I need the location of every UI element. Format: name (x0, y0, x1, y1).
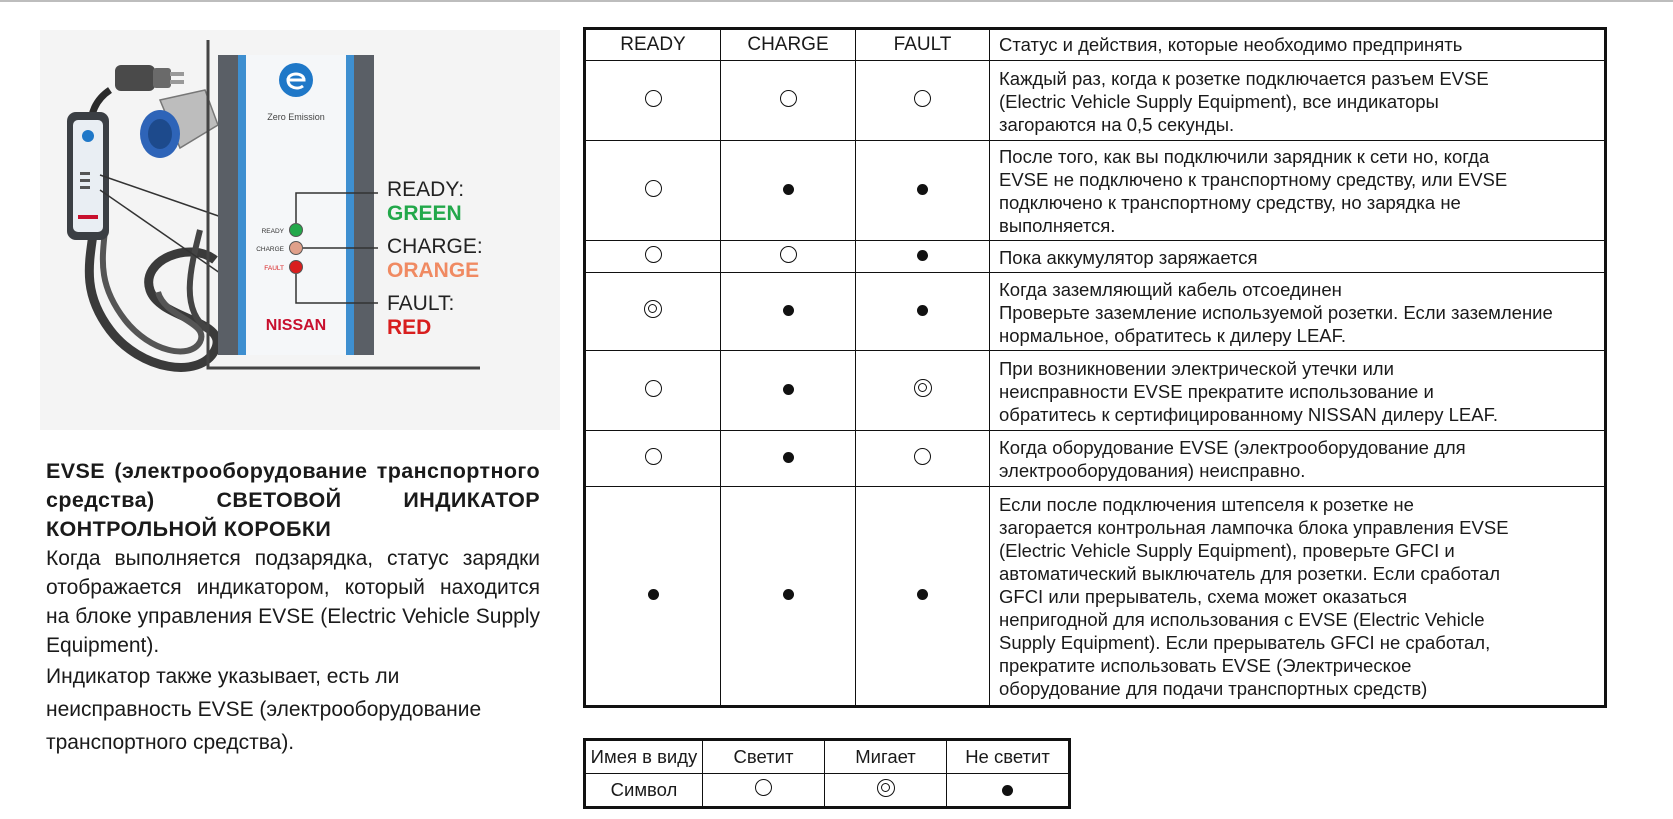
header-ready: READY (585, 29, 721, 61)
status-description: Пока аккумулятор заряжается (990, 241, 1606, 273)
status-description: Когда оборудование EVSE (электрооборудование для электрооборудования) неисправно. (990, 431, 1606, 487)
table-row (585, 431, 1606, 487)
ready-led-icon (290, 224, 303, 237)
status-description: Каждый раз, когда к розетке подключается разъем EVSE (Electric Vehicle Supply Equipment), все индикаторы загораются на 0,5 секунды. (990, 61, 1606, 141)
table-row (585, 61, 1606, 141)
fault-cell (856, 141, 990, 241)
charge-cell (721, 61, 856, 141)
description-block (46, 457, 540, 759)
logo-text: Zero Emission (267, 112, 325, 122)
charge-led-icon (290, 242, 303, 255)
description-extra: Индикатор также указывает, есть ли неисправность EVSE (электрооборудование транспортного средства). (46, 665, 482, 754)
legend-symbol-label: Символ (585, 774, 703, 808)
legend-on-symbol (703, 774, 825, 808)
table-row (585, 273, 1606, 351)
lit-circle-icon (645, 90, 662, 107)
led-label-fault: FAULT (264, 265, 284, 272)
lit-circle-icon (755, 779, 772, 796)
legend-meaning-label: Имея в виду (585, 740, 703, 774)
ready-cell (585, 141, 721, 241)
ready-cell (585, 273, 721, 351)
led-label-ready: READY (261, 228, 284, 235)
lit-circle-icon (914, 448, 931, 465)
legend-off-label: Не светит (947, 740, 1070, 774)
table-row (585, 351, 1606, 431)
legend-off-symbol (947, 774, 1070, 808)
status-description: При возникновении электрической утечки или неисправности EVSE прекратите использование и обратитесь к сертифицированному NISSAN дилеру LEAF. (990, 351, 1606, 431)
status-description: Когда заземляющий кабель отсоединен Проверьте заземление используемой розетки. Если заземление нормальное, обратитесь к дилеру LEAF. (990, 273, 1606, 351)
callout-ready-color: GREEN (387, 202, 462, 225)
charge-cell (721, 241, 856, 273)
header-status: Статус и действия, которые необходимо предпринять (990, 29, 1606, 61)
unlit-dot-icon (783, 384, 794, 395)
symbol-legend-table (583, 738, 1071, 809)
fault-cell (856, 487, 990, 707)
fault-cell (856, 351, 990, 431)
evse-control-box-illustration (40, 30, 560, 430)
nissan-brand-text: NISSAN (265, 317, 327, 334)
legend-symbol-row (585, 774, 1070, 808)
status-table-header-row (585, 29, 1606, 61)
charge-cell (721, 351, 856, 431)
callout-charge-label: CHARGE: (387, 235, 483, 258)
lit-circle-icon (645, 448, 662, 465)
charge-cell (721, 487, 856, 707)
fault-cell (856, 61, 990, 141)
fault-cell (856, 273, 990, 351)
lit-circle-icon (780, 246, 797, 263)
unlit-dot-icon (783, 184, 794, 195)
description-title: EVSE (электрооборудование транспортного средства) СВЕТОВОЙ ИНДИКАТОР КОНТРОЛЬНОЙ КОРОБКИ (46, 459, 540, 541)
lit-circle-icon (645, 380, 662, 397)
unlit-dot-icon (783, 452, 794, 463)
blinking-double-circle-icon (877, 779, 895, 797)
status-description: После того, как вы подключили зарядник к сети но, когда EVSE не подключено к транспортному средству, или EVSE подключено к транспортному средству, но зарядка не выполняется. (990, 141, 1606, 241)
lit-circle-icon (645, 246, 662, 263)
top-divider-line (0, 0, 1673, 2)
status-description: Если после подключения штепселя к розетке не загорается контрольная лампочка блока управления EVSE (Electric Vehicle Supply Equipment), проверьте GFCI и автоматический выключатель для розетки. Если сработал GFCI или прерыватель, схема может оказаться непригодной для использования с EVSE (Electric Vehicle Supply Equipment). Если прерыватель GFCI не сработал, прекратите использовать EVSE (Электрическое оборудование для подачи транспортных средств) (990, 487, 1606, 707)
blinking-double-circle-icon (644, 300, 662, 318)
callout-fault-label: FAULT: (387, 292, 455, 315)
ready-cell (585, 61, 721, 141)
callout-fault-color: RED (387, 316, 432, 339)
fault-led-icon (290, 261, 303, 274)
table-row (585, 487, 1606, 707)
lit-circle-icon (645, 180, 662, 197)
ready-cell (585, 351, 721, 431)
legend-blink-label: Мигает (825, 740, 947, 774)
unlit-dot-icon (917, 250, 928, 261)
ready-cell (585, 487, 721, 707)
table-row (585, 241, 1606, 273)
charge-cell (721, 141, 856, 241)
unlit-dot-icon (783, 589, 794, 600)
unlit-dot-icon (917, 305, 928, 316)
header-charge: CHARGE (721, 29, 856, 61)
callout-ready-label: READY: (387, 178, 465, 201)
description-body: Когда выполняется подзарядка, статус зарядки отображается индикатором, который находится на блоке управления EVSE (Electric Vehicle Supply Equipment). (46, 547, 540, 657)
led-label-charge: CHARGE (256, 246, 284, 253)
unlit-dot-icon (917, 589, 928, 600)
unlit-dot-icon (648, 589, 659, 600)
fault-cell (856, 431, 990, 487)
legend-on-label: Светит (703, 740, 825, 774)
charge-cell (721, 273, 856, 351)
lit-circle-icon (914, 90, 931, 107)
ready-cell (585, 241, 721, 273)
lit-circle-icon (780, 90, 797, 107)
legend-meaning-row (585, 740, 1070, 774)
blinking-double-circle-icon (914, 379, 932, 397)
unlit-dot-icon (783, 305, 794, 316)
unlit-dot-icon (917, 184, 928, 195)
fault-cell (856, 241, 990, 273)
callout-charge-color: ORANGE (387, 259, 480, 282)
legend-blink-symbol (825, 774, 947, 808)
header-fault: FAULT (856, 29, 990, 61)
charge-cell (721, 431, 856, 487)
indicator-status-table (583, 27, 1607, 708)
ready-cell (585, 431, 721, 487)
unlit-dot-icon (1002, 785, 1013, 796)
table-row (585, 141, 1606, 241)
